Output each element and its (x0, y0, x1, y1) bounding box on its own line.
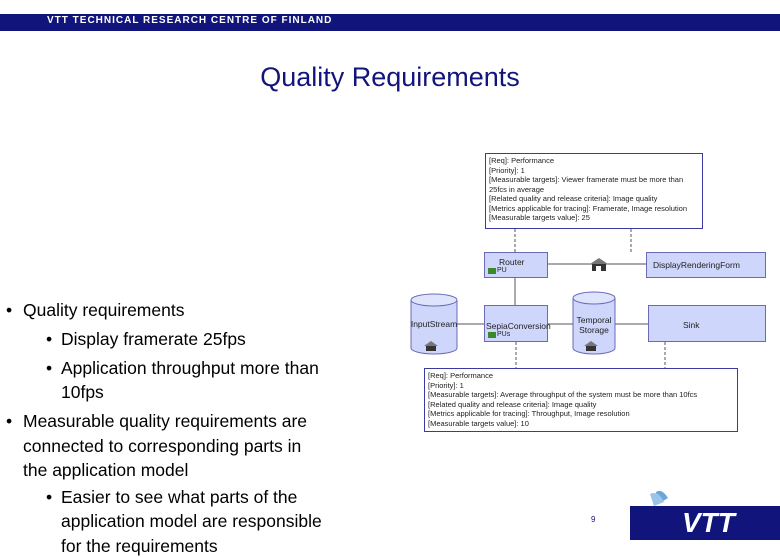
org-name: VTT TECHNICAL RESEARCH CENTRE OF FINLAND (47, 15, 333, 26)
note-line: [Priority]: 1 (428, 380, 464, 390)
vtt-logo (618, 484, 780, 540)
bullet-dot: • (46, 358, 53, 378)
note-line: [Req]: Performance (428, 371, 494, 380)
component-icon (488, 268, 496, 274)
note-line: [Measurable targets value]: 10 (428, 418, 529, 428)
logo-text: VTT (682, 507, 735, 538)
bullet-2-line2: connected to corresponding parts in (23, 436, 302, 456)
note-line: [Priority]: 1 (489, 165, 525, 175)
sink-label: Sink (683, 320, 700, 330)
note-line: [Measurable targets]: Viewer framerate must be more than (489, 175, 684, 184)
bullet-2-line1: Measurable quality requirements are (23, 411, 308, 431)
router-node (484, 252, 548, 278)
bullet-dot: • (6, 411, 13, 431)
requirement-note-bottom (424, 368, 738, 432)
component-icon (488, 332, 496, 338)
input-stream-label: InputStream (410, 319, 458, 329)
bullet-2-line3: the application model (23, 460, 189, 480)
deployment-icon (588, 256, 610, 272)
requirement-note-top (485, 153, 703, 229)
sepia-conversion-node (484, 305, 551, 342)
note-line: [Related quality and release criteria]: Image quality (489, 194, 658, 203)
router-label: Router (499, 257, 525, 267)
note-line: [Related quality and release criteria]: Image quality (428, 399, 597, 409)
sepia-label: SepiaConversion (486, 321, 551, 331)
bullet-1: Quality requirements (23, 300, 185, 320)
display-rendering-node (646, 252, 766, 278)
note-line: [Measurable targets value]: 25 (489, 213, 590, 222)
bullet-1b-line2: 10fps (61, 382, 104, 402)
note-line: [Metrics applicable for tracing]: Framerate, Image resolution (489, 203, 687, 213)
bullet-dot: • (46, 487, 53, 507)
slide-title: Quality Requirements (260, 62, 520, 92)
bullet-1b-line1: Application throughput more than (61, 358, 319, 378)
sink-node (648, 305, 766, 342)
bullet-dot: • (46, 329, 53, 349)
bullet-2a-line1: Easier to see what parts of the (61, 487, 298, 507)
note-line: [Measurable targets]: Average throughput of the system must be more than 10fcs (428, 390, 698, 399)
bullet-1a: Display framerate 25fps (61, 329, 246, 349)
note-line: [Metrics applicable for tracing]: Throughput, Image resolution (428, 409, 630, 418)
pus-tag: PUs (497, 331, 511, 338)
bullet-dot: • (6, 300, 13, 320)
page-number: 9 (591, 515, 596, 524)
temporal-label-line2: Storage (579, 325, 609, 335)
pu-tag: PU (497, 267, 507, 274)
display-label: DisplayRenderingForm (653, 260, 740, 270)
temporal-label-line1: Temporal (576, 315, 612, 325)
note-line: 25fcs in average (489, 184, 545, 194)
note-line: [Req]: Performance (489, 156, 555, 165)
bullet-2a-line2: application model are responsible (61, 511, 322, 531)
temporal-storage-label (572, 315, 616, 335)
bullet-2a-line3: for the requirements (61, 536, 218, 556)
